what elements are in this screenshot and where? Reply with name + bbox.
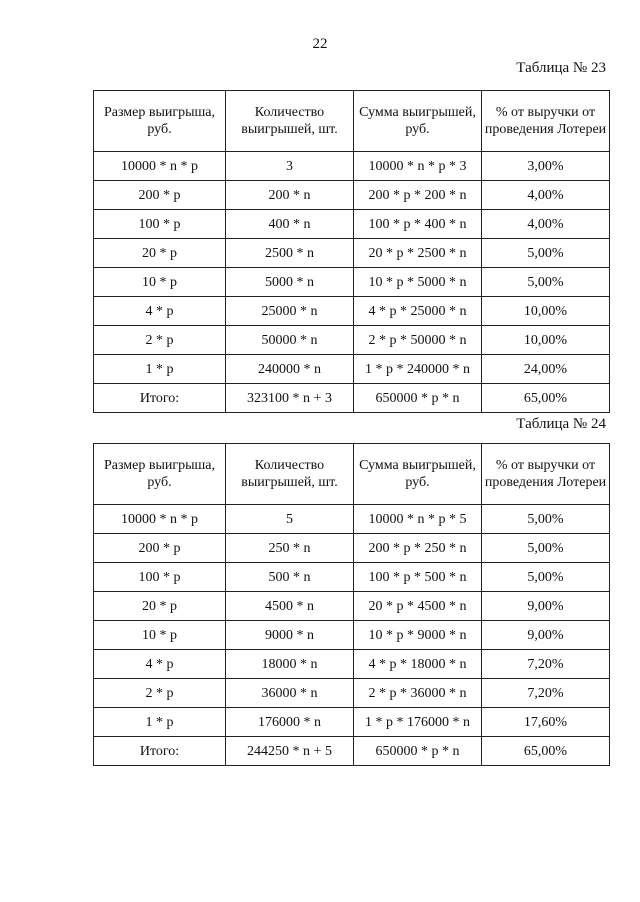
- table-row: [94, 621, 610, 650]
- cell-prize-size: Итого:: [94, 384, 226, 413]
- table-row: [94, 534, 610, 563]
- cell-prize-size: 10 * p: [94, 268, 226, 297]
- cell-prize-count: 50000 * n: [226, 326, 354, 355]
- header-prize-count: Количество выигрышей, шт.: [226, 444, 354, 505]
- cell-prize-count: 2500 * n: [226, 239, 354, 268]
- cell-revenue-percent: 24,00%: [482, 355, 610, 384]
- table-row: [94, 563, 610, 592]
- page-number: 22: [312, 36, 328, 52]
- cell-prize-count: 400 * n: [226, 210, 354, 239]
- cell-prize-count: 4500 * n: [226, 592, 354, 621]
- cell-revenue-percent: 3,00%: [482, 152, 610, 181]
- table-row: [94, 650, 610, 679]
- cell-prize-sum: 650000 * p * n: [354, 384, 482, 413]
- cell-prize-size: 200 * p: [94, 534, 226, 563]
- cell-prize-size: 4 * p: [94, 650, 226, 679]
- cell-revenue-percent: 4,00%: [482, 210, 610, 239]
- table-row: [94, 679, 610, 708]
- table-header-row: [94, 91, 610, 152]
- cell-prize-size: 200 * p: [94, 181, 226, 210]
- cell-prize-size: 20 * p: [94, 592, 226, 621]
- cell-prize-sum: 200 * p * 200 * n: [354, 181, 482, 210]
- cell-revenue-percent: 5,00%: [482, 239, 610, 268]
- table-row: [94, 181, 610, 210]
- cell-revenue-percent: 65,00%: [482, 737, 610, 766]
- cell-prize-count: 9000 * n: [226, 621, 354, 650]
- cell-revenue-percent: 17,60%: [482, 708, 610, 737]
- cell-revenue-percent: 4,00%: [482, 181, 610, 210]
- cell-prize-sum: 10 * p * 5000 * n: [354, 268, 482, 297]
- table-24-caption: Таблица № 24: [516, 416, 606, 432]
- cell-prize-size: 100 * p: [94, 563, 226, 592]
- cell-prize-count: 36000 * n: [226, 679, 354, 708]
- header-revenue-percent: % от выручки от проведения Лотереи: [482, 91, 610, 152]
- cell-revenue-percent: 5,00%: [482, 505, 610, 534]
- cell-prize-sum: 4 * p * 25000 * n: [354, 297, 482, 326]
- table-23-caption: Таблица № 23: [516, 60, 606, 76]
- cell-prize-count: 240000 * n: [226, 355, 354, 384]
- cell-prize-count: 500 * n: [226, 563, 354, 592]
- cell-prize-size: 100 * p: [94, 210, 226, 239]
- cell-prize-size: Итого:: [94, 737, 226, 766]
- cell-prize-sum: 200 * p * 250 * n: [354, 534, 482, 563]
- cell-prize-size: 10000 * n * p: [94, 152, 226, 181]
- cell-prize-sum: 10 * p * 9000 * n: [354, 621, 482, 650]
- table-row: [94, 505, 610, 534]
- cell-prize-sum: 1 * p * 240000 * n: [354, 355, 482, 384]
- table-row: [94, 297, 610, 326]
- header-revenue-percent: % от выручки от проведения Лотереи: [482, 444, 610, 505]
- header-prize-sum: Сумма выигрышей, руб.: [354, 444, 482, 505]
- cell-revenue-percent: 7,20%: [482, 650, 610, 679]
- cell-prize-sum: 20 * p * 4500 * n: [354, 592, 482, 621]
- cell-revenue-percent: 7,20%: [482, 679, 610, 708]
- cell-revenue-percent: 10,00%: [482, 326, 610, 355]
- cell-prize-size: 10 * p: [94, 621, 226, 650]
- cell-prize-sum: 100 * p * 500 * n: [354, 563, 482, 592]
- prize-table-24: [93, 443, 610, 766]
- cell-prize-size: 1 * p: [94, 355, 226, 384]
- cell-prize-sum: 100 * p * 400 * n: [354, 210, 482, 239]
- cell-prize-size: 2 * p: [94, 679, 226, 708]
- cell-prize-count: 5: [226, 505, 354, 534]
- header-prize-size: Размер выигрыша, руб.: [94, 91, 226, 152]
- cell-revenue-percent: 5,00%: [482, 534, 610, 563]
- cell-prize-count: 250 * n: [226, 534, 354, 563]
- prize-table-23: [93, 90, 610, 413]
- table-header-row: [94, 444, 610, 505]
- cell-prize-size: 10000 * n * p: [94, 505, 226, 534]
- header-prize-sum: Сумма выигрышей, руб.: [354, 91, 482, 152]
- cell-prize-count: 3: [226, 152, 354, 181]
- table-row: [94, 210, 610, 239]
- cell-prize-sum: 650000 * p * n: [354, 737, 482, 766]
- table-row: [94, 152, 610, 181]
- cell-prize-size: 20 * p: [94, 239, 226, 268]
- cell-prize-count: 176000 * n: [226, 708, 354, 737]
- table-row: [94, 592, 610, 621]
- cell-prize-count: 18000 * n: [226, 650, 354, 679]
- table-row: [94, 355, 610, 384]
- table-row: [94, 384, 610, 413]
- cell-revenue-percent: 9,00%: [482, 621, 610, 650]
- cell-revenue-percent: 65,00%: [482, 384, 610, 413]
- cell-prize-sum: 2 * p * 36000 * n: [354, 679, 482, 708]
- cell-prize-sum: 10000 * n * p * 3: [354, 152, 482, 181]
- cell-prize-size: 2 * p: [94, 326, 226, 355]
- cell-prize-count: 25000 * n: [226, 297, 354, 326]
- cell-prize-count: 200 * n: [226, 181, 354, 210]
- cell-prize-count: 5000 * n: [226, 268, 354, 297]
- cell-prize-sum: 1 * p * 176000 * n: [354, 708, 482, 737]
- table-row: [94, 239, 610, 268]
- cell-revenue-percent: 5,00%: [482, 268, 610, 297]
- cell-prize-sum: 2 * p * 50000 * n: [354, 326, 482, 355]
- table-row: [94, 268, 610, 297]
- table-row: [94, 708, 610, 737]
- cell-prize-sum: 20 * p * 2500 * n: [354, 239, 482, 268]
- cell-prize-size: 4 * p: [94, 297, 226, 326]
- cell-prize-sum: 4 * p * 18000 * n: [354, 650, 482, 679]
- cell-prize-size: 1 * p: [94, 708, 226, 737]
- cell-prize-count: 244250 * n + 5: [226, 737, 354, 766]
- cell-prize-count: 323100 * n + 3: [226, 384, 354, 413]
- cell-revenue-percent: 5,00%: [482, 563, 610, 592]
- table-row: [94, 737, 610, 766]
- cell-revenue-percent: 9,00%: [482, 592, 610, 621]
- header-prize-size: Размер выигрыша, руб.: [94, 444, 226, 505]
- table-row: [94, 326, 610, 355]
- cell-prize-sum: 10000 * n * p * 5: [354, 505, 482, 534]
- header-prize-count: Количество выигрышей, шт.: [226, 91, 354, 152]
- cell-revenue-percent: 10,00%: [482, 297, 610, 326]
